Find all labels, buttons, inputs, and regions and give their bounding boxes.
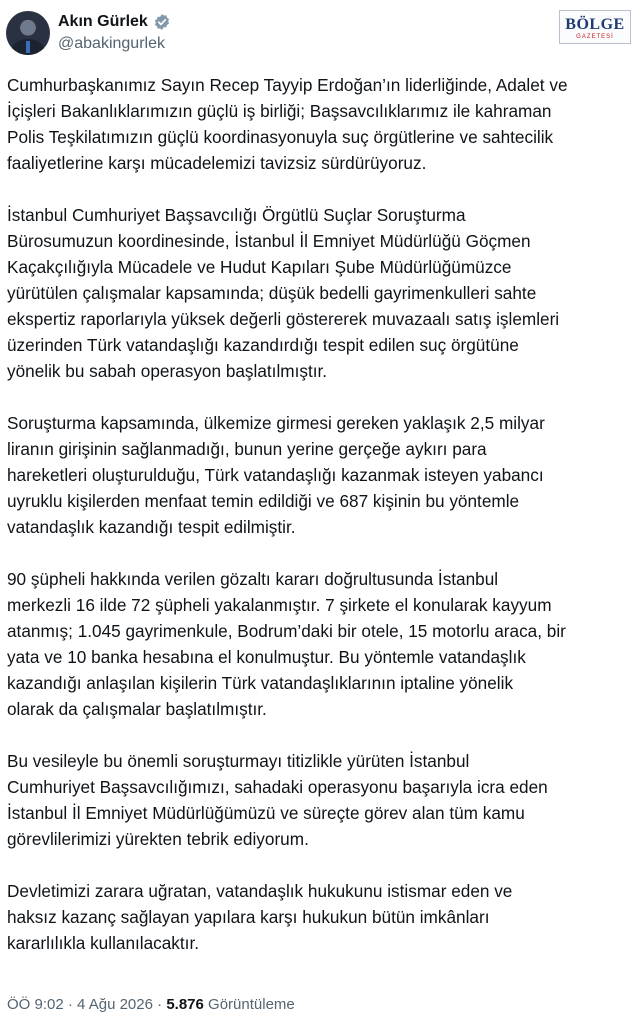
- views-label: Görüntüleme: [208, 996, 295, 1013]
- author-handle[interactable]: @abakingurlek: [58, 35, 165, 52]
- post-paragraph: Cumhurbaşkanımız Sayın Recep Tayyip Erdoğan’ın liderliğinde, Adalet ve İçişleri Bakanlıklarımızın güçlü iş birliği; Başsavcılıklarımız ile kahraman Polis Teşkilatımızın güçlü koordinasyonuyla suç örgütlerine ve sahtecilik faaliyetlerine karşı mücadelemizi tavizsiz sürdürüyoruz.: [7, 75, 568, 173]
- post-paragraph: 90 şüpheli hakkında verilen gözaltı kararı doğrultusunda İstanbul merkezli 16 ilde 72 şüpheli yakalanmıştır. 7 şirkete el konularak kayyum atanmış; 1.045 gayrimenkule, Bodrum’daki bir otele, 15 motorlu araca, bir yata ve 10 banka hesabına el konulmuştur. Bu yöntemle vatandaşlık kazandığı anlaşılan kişilerin Türk vatandaşlıklarının iptaline yönelik olarak da çalışmalar başlatılmıştır.: [7, 569, 566, 719]
- watermark-logo-sub: GAZETESİ: [576, 34, 614, 40]
- post-paragraph: İstanbul Cumhuriyet Başsavcılığı Örgütlü Suçlar Soruşturma Bürosumuzun koordinesinde, İstanbul İl Emniyet Müdürlüğü Göçmen Kaçakçılığıyla Mücadele ve Hudut Kapıları Şube Müdürlüğümüzce yürütülen çalışmalar kapsamında; düşük bedelli gayrimenkulleri sahte ekspertiz raporlarıyla yüksek değerli göstererek muvazaalı satış işlemleri üzerinden Türk vatandaşlığı kazandırdığı tespit edilen suç örgütüne yönelik bu sabah operasyon başlatılmıştır.: [7, 205, 560, 381]
- author-name-row[interactable]: [58, 12, 171, 32]
- post-paragraph: Devletimizi zarara uğratan, vatandaşlık hukukunu istismar eden ve haksız kazanç sağlayan yapılara karşı hukukun bütün imkânları kararlılıkla kullanılacaktır.: [7, 881, 513, 953]
- meta-separator: ·: [67, 996, 73, 1013]
- verified-badge-icon: [153, 13, 171, 31]
- author-name[interactable]: Akın Gürlek: [58, 13, 148, 30]
- post-date[interactable]: 4 Ağu 2026: [77, 996, 153, 1013]
- avatar[interactable]: [6, 11, 50, 55]
- post-body: [7, 72, 635, 982]
- watermark-logo: [559, 10, 631, 44]
- avatar-detail: [26, 41, 30, 53]
- post-meta: [7, 995, 295, 1015]
- views-count: 5.876: [166, 996, 204, 1013]
- watermark-logo-main: BÖLGE: [565, 16, 625, 33]
- meta-separator: ·: [157, 996, 163, 1013]
- post-time[interactable]: ÖÖ 9:02: [7, 996, 64, 1013]
- post-paragraph: Soruşturma kapsamında, ülkemize girmesi gereken yaklaşık 2,5 milyar liranın girişinin sağlanmadığı, bunun yerine gerçeğe aykırı para hareketleri oluşturulduğu, Türk vatandaşlığı kazanmak isteyen yabancı uyruklu kişilerden menfaat temin edildiği ve 687 kişinin bu yöntemle vatandaşlık kazandığı tespit edilmiştir.: [7, 413, 545, 537]
- post-header: [0, 0, 640, 64]
- post-paragraph: Bu vesileyle bu önemli soruşturmayı titizlikle yürüten İstanbul Cumhuriyet Başsavcılığımızı, sahadaki operasyonu başarıyla icra eden İstanbul İl Emniyet Müdürlüğümüzü ve süreçte görev alan tüm kamu görevlilerimizi yürekten tebrik ediyorum.: [7, 751, 548, 849]
